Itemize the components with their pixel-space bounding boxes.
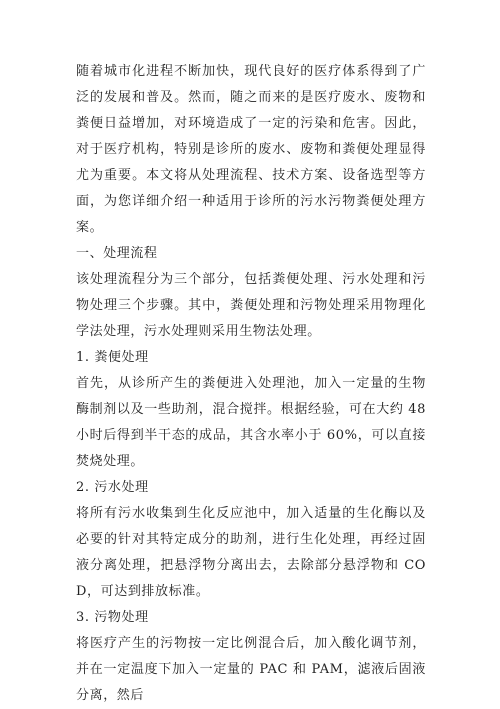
intro-paragraph: 随着城市化进程不断加快，现代良好的医疗体系得到了广泛的发展和普及。然而，随之而来的是医疗废水、废物和粪便日益增加，对环境造成了一定的污染和危害。因此，对于医疗机构，特别是诊所的废水、废物和粪便处理显得尤为重要。本文将从处理流程、技术方案、设备选型等方面，为您详细介绍一种适用于诊所的污水污物粪便处理方案。 [76,64,426,235]
step-paragraph-feces: 首先，从诊所产生的粪便进入处理池，加入一定量的生物酶制剂以及一些助剂，混合搅拌。根据经验，可在大约 48 小时后得到半干态的成品，其含水率小于 60%，可以直接焚烧处理。 [76,376,426,469]
section-heading-process: 一、处理流程 [76,246,158,261]
step-heading-wastewater: 2. 污水处理 [76,480,149,495]
step-paragraph-wastewater: 将所有污水收集到生化反应池中，加入适量的生化酶以及必要的针对其特定成分的助剂，进行生化处理，再经过固液分离处理，把悬浮物分离出去，去除部分悬浮物和 COD，可达到排放标准。 [76,506,426,599]
section-paragraph-process: 该处理流程分为三个部分，包括粪便处理、污水处理和污物处理三个步骤。其中，粪便处理和污物处理采用物理化学法处理，污水处理则采用生物法处理。 [76,272,426,339]
step-heading-feces: 1. 粪便处理 [76,350,149,365]
step-heading-waste: 3. 污物处理 [76,610,149,625]
step-paragraph-waste: 将医疗产生的污物按一定比例混合后，加入酸化调节剂，并在一定温度下加入一定量的 PAC 和 PAM，滤液后固液分离，然后 [76,636,426,703]
document-body [76,59,426,709]
